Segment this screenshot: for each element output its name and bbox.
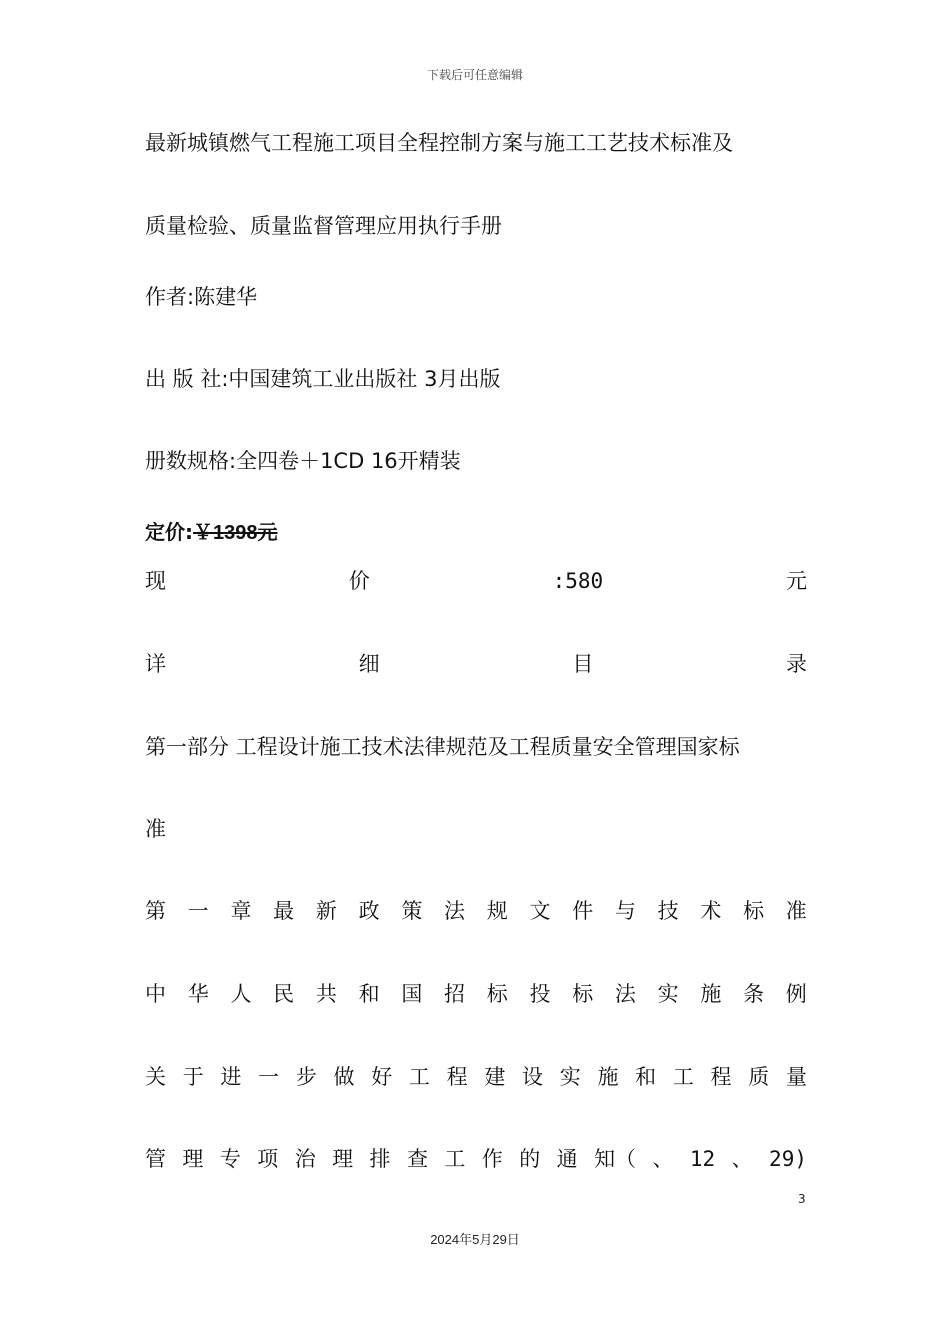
part1-line-1: 第一部分 工程设计施工技术法律规范及工程质量安全管理国家标 bbox=[145, 735, 740, 759]
spread-char: 录 bbox=[785, 652, 807, 676]
spread-char: 查 bbox=[406, 1147, 428, 1171]
item2-line-2 bbox=[145, 1144, 807, 1174]
spread-char: 与 bbox=[614, 899, 636, 923]
spread-char: 中 bbox=[145, 982, 166, 1006]
spread-char: 条 bbox=[743, 982, 765, 1006]
spread-char: 和 bbox=[358, 982, 380, 1006]
part1-line-2: 准 bbox=[145, 817, 166, 841]
spread-char: 第 bbox=[145, 899, 166, 923]
spread-char: 进 bbox=[220, 1065, 242, 1089]
spread-char: 华 bbox=[187, 982, 209, 1006]
spread-char: 术 bbox=[700, 899, 722, 923]
title-line-2: 质量检验、质量监督管理应用执行手册 bbox=[145, 214, 502, 238]
item1-line bbox=[145, 979, 807, 1009]
spread-char: 12 bbox=[689, 1147, 716, 1171]
spread-char: 量 bbox=[785, 1065, 807, 1089]
spread-char: 排 bbox=[369, 1147, 391, 1171]
spread-char: 治 bbox=[294, 1147, 316, 1171]
spread-char: 工 bbox=[672, 1065, 694, 1089]
spread-char: 的 bbox=[519, 1147, 541, 1171]
spread-char: 细 bbox=[358, 652, 380, 676]
item2-line-1 bbox=[145, 1062, 807, 1092]
spread-char: 法 bbox=[444, 899, 466, 923]
spread-char: 建 bbox=[484, 1065, 506, 1089]
spread-char: 项 bbox=[257, 1147, 279, 1171]
spread-char: 规 bbox=[486, 899, 508, 923]
spread-char: 知（ bbox=[594, 1147, 637, 1171]
spread-char: 标 bbox=[486, 982, 508, 1006]
list-price-label: 定价: bbox=[145, 520, 193, 544]
spread-char: 好 bbox=[371, 1065, 393, 1089]
spread-char: 最 bbox=[273, 899, 295, 923]
spread-char: 、 bbox=[652, 1147, 674, 1171]
spread-char: 投 bbox=[529, 982, 551, 1006]
spread-char: 文 bbox=[529, 899, 551, 923]
spread-char: 标 bbox=[572, 982, 594, 1006]
spread-char: 于 bbox=[182, 1065, 204, 1089]
spread-char: 例 bbox=[785, 982, 807, 1006]
chapter1-line bbox=[145, 896, 807, 926]
toc-heading-line bbox=[145, 649, 807, 679]
spread-char: 目 bbox=[572, 652, 594, 676]
spread-char: 工 bbox=[444, 1147, 466, 1171]
spread-char: 设 bbox=[522, 1065, 544, 1089]
spread-char: 价 bbox=[348, 569, 370, 593]
spread-char: :580 bbox=[552, 569, 604, 593]
spread-char: 政 bbox=[358, 899, 380, 923]
title-line-1: 最新城镇燃气工程施工项目全程控制方案与施工工艺技术标准及 bbox=[145, 131, 733, 155]
spread-char: 29) bbox=[769, 1147, 807, 1171]
spread-char: 施 bbox=[597, 1065, 619, 1089]
spread-char: 施 bbox=[700, 982, 722, 1006]
spread-char: 共 bbox=[315, 982, 337, 1006]
spread-char: 专 bbox=[219, 1147, 241, 1171]
footer-date: 2024年5月29日 bbox=[430, 1232, 520, 1247]
spread-char: 国 bbox=[401, 982, 423, 1006]
spread-char: 法 bbox=[614, 982, 636, 1006]
volumes-line: 册数规格:全四卷＋1CD 16开精装 bbox=[145, 449, 461, 473]
spread-char: 、 bbox=[731, 1147, 753, 1171]
spread-char: 程 bbox=[446, 1065, 468, 1089]
spread-char: 技 bbox=[657, 899, 679, 923]
spread-char: 理 bbox=[332, 1147, 354, 1171]
spread-char: 人 bbox=[230, 982, 252, 1006]
spread-char: 作 bbox=[481, 1147, 503, 1171]
spread-char: 实 bbox=[657, 982, 679, 1006]
spread-char: 标 bbox=[743, 899, 765, 923]
spread-char: 理 bbox=[182, 1147, 204, 1171]
spread-char: 民 bbox=[273, 982, 295, 1006]
spread-char: 通 bbox=[556, 1147, 578, 1171]
spread-char: 章 bbox=[230, 899, 252, 923]
spread-char: 招 bbox=[444, 982, 466, 1006]
spread-char: 实 bbox=[559, 1065, 581, 1089]
spread-char: 元 bbox=[785, 569, 807, 593]
spread-char: 质 bbox=[748, 1065, 770, 1089]
page-number: 3 bbox=[798, 1192, 806, 1206]
list-price-line bbox=[145, 517, 807, 548]
list-price-value: ￥1398元 bbox=[193, 522, 278, 544]
spread-char: 一 bbox=[258, 1065, 280, 1089]
spread-char: 程 bbox=[710, 1065, 732, 1089]
spread-char: 步 bbox=[295, 1065, 317, 1089]
spread-char: 管 bbox=[145, 1147, 166, 1171]
spread-char: 策 bbox=[401, 899, 423, 923]
spread-char: 关 bbox=[145, 1065, 166, 1089]
spread-char: 件 bbox=[572, 899, 594, 923]
spread-char: 和 bbox=[635, 1065, 657, 1089]
author-line: 作者:陈建华 bbox=[145, 285, 258, 309]
spread-char: 现 bbox=[145, 569, 166, 593]
spread-char: 一 bbox=[187, 899, 209, 923]
page-header: 下载后可任意编辑 bbox=[426, 68, 523, 82]
spread-char: 工 bbox=[408, 1065, 430, 1089]
current-price-line bbox=[145, 566, 807, 596]
spread-char: 准 bbox=[785, 899, 807, 923]
spread-char: 做 bbox=[333, 1065, 355, 1089]
publisher-line: 出 版 社:中国建筑工业出版社 3月出版 bbox=[145, 367, 501, 391]
spread-char: 新 bbox=[315, 899, 337, 923]
spread-char: 详 bbox=[145, 652, 166, 676]
